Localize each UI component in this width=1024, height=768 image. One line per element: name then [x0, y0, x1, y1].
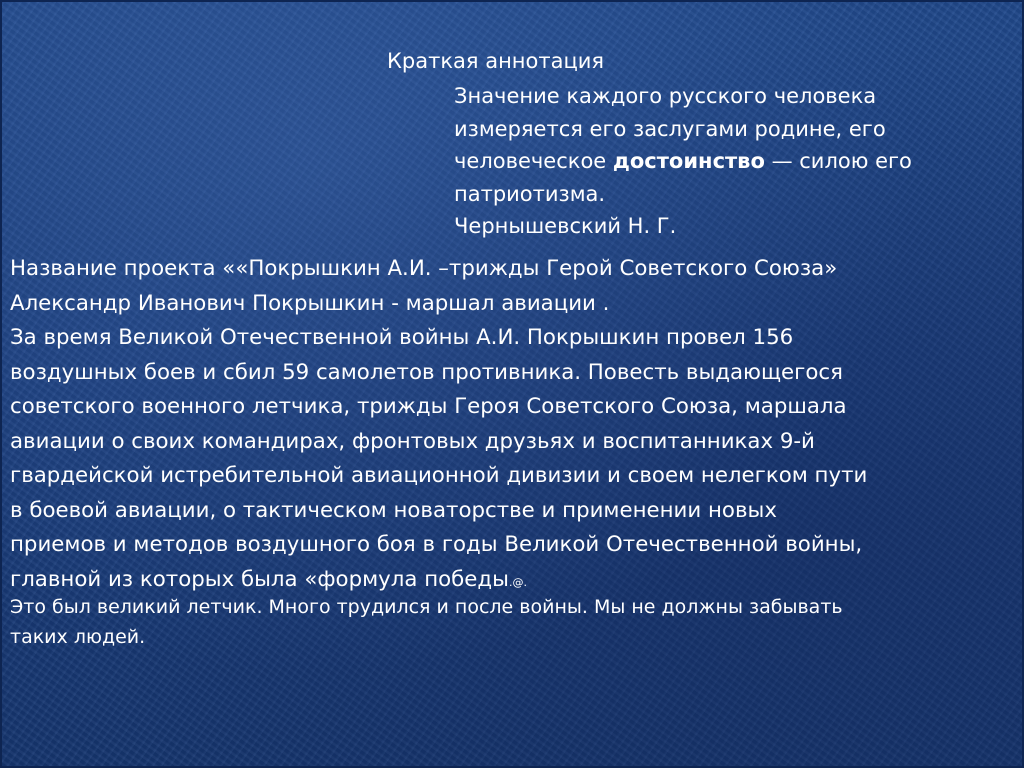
epigraph-line: измеряется его заслугами родине, его [454, 116, 886, 141]
closing-statement [10, 592, 1015, 652]
epigraph-line: Значение каждого русского человека [454, 84, 877, 108]
epigraph-line [454, 145, 1014, 178]
description-line: гвардейской истребительной авиационной дивизии и своем нелегком пути [10, 463, 868, 488]
epigraph-quote [454, 80, 1014, 243]
annotation-title: Краткая аннотация [387, 49, 605, 73]
project-title: Название проекта ««Покрышкин А.И. –трижды Герой Советского Союза» [10, 256, 838, 281]
description-line: советского военного летчика, трижды Героя Советского Союза, маршала [10, 394, 847, 419]
epigraph-line: патриотизма. [454, 181, 606, 206]
epigraph-text: человеческое [454, 149, 613, 173]
description-line: приемов и методов воздушного боя в годы Великой Отечественной войны, [10, 532, 863, 557]
description-line: авиации о своих командирах, фронтовых друзьях и воспитанниках 9-й [10, 428, 815, 454]
closing-line: таких людей. [10, 626, 146, 648]
description-last-text: главной из которых была «формула победы [10, 566, 509, 592]
project-subtitle: Александр Иванович Покрышкин - маршал авиации . [10, 290, 610, 316]
description-line: в боевой авиации, о тактическом новаторстве и применении новых [10, 497, 777, 523]
description-line: воздушных боев и сбил 59 самолетов противника. Повесть выдающегося [10, 359, 843, 385]
footnote-mark: .@. [508, 575, 527, 589]
epigraph-author: Чернышевский Н. Г. [454, 214, 677, 238]
project-description [10, 252, 1015, 600]
epigraph-bold-word: достоинство [612, 149, 765, 173]
closing-line: Это был великий летчик. Много трудился и после войны. Мы не должны забывать [10, 596, 843, 618]
epigraph-text: — силою его [764, 149, 912, 173]
description-line: За время Великой Отечественной войны А.И. Покрышкин провел 156 [10, 325, 794, 350]
